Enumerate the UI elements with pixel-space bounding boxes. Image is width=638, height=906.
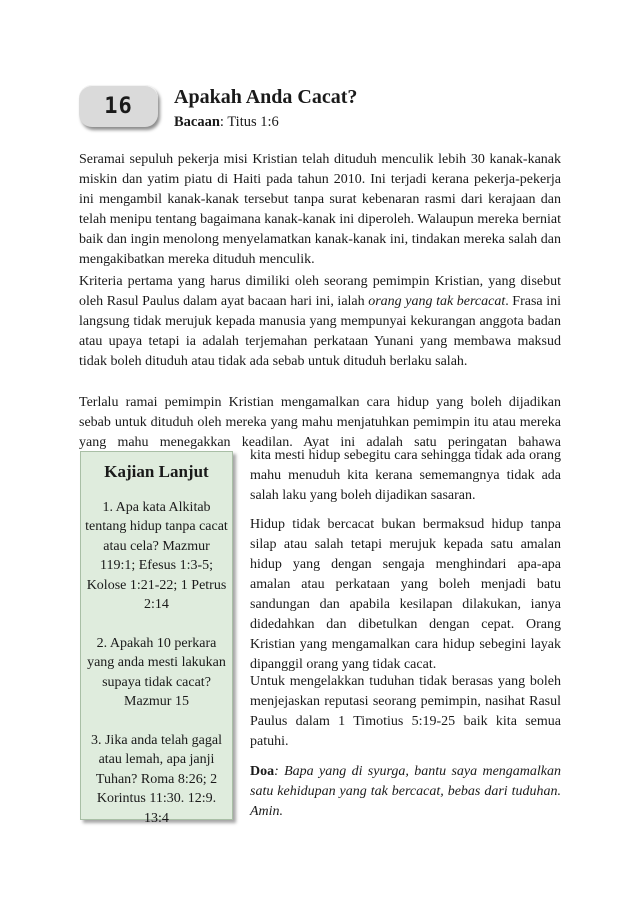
column-paragraph-1: kita mesti hidup sebegitu cara sehingga tidak ada orang mahu menuduh kita kerana sememangnya tidak ada salah laku yang boleh dijadikan sasaran.	[250, 448, 561, 503]
devotion-number-badge: 16	[79, 85, 158, 127]
prayer-text: : Bapa yang di syurga, bantu saya mengamalkan satu kehidupan yang tak bercacat, bebas dari tuduhan. Amin.	[250, 764, 561, 819]
prayer	[250, 762, 561, 822]
column-paragraph-3: Untuk mengelakkan tuduhan tidak berasas yang boleh menjejaskan reputasi seorang pemimpin, nasihat Rasul Paulus dalam 1 Timotius 5:19-25 baik kita semua patuhi.	[250, 674, 561, 749]
paragraph-intro: Seramai sepuluh pekerja misi Kristian telah dituduh menculik lebih 30 kanak-kanak miskin dan yatim piatu di Haiti pada tahun 2010. Ini terjadi kerana pekerja-pekerja ini mengambil kanak-kanak tersebut tanpa surat kebenaran rasmi dari kerajaan dan telah menipu tentang bagaimana kanak-kanak ini diperoleh. Walaupun mereka berniat baik dan ingin menolong menyelamatkan kanak-kanak ini, tindakan mereka salah dan mengakibatkan mereka dituduh menculik.	[79, 152, 561, 267]
paragraph-warning: Terlalu ramai pemimpin Kristian mengamalkan cara hidup yang boleh dijadikan sebab untuk dituduh oleh mereka yang mahu menjatuhkan pemimpin itu atau mereka yang mahu menegakkan keadilan. Ayat ini adalah satu peringatan bahawa	[79, 395, 561, 450]
further-study-box	[80, 451, 233, 826]
page-title: Apakah Anda Cacat?	[174, 86, 358, 108]
prayer-label: Doa	[250, 764, 275, 779]
reading-reference	[174, 114, 279, 131]
further-study-item: 1. Apa kata Alkitab tentang hidup tanpa cacat atau cela? Mazmur 119:1; Efesus 1:3-5; Kolose 1:21-22; 1 Petrus 2:14	[85, 499, 228, 612]
further-study-item: 2. Apakah 10 perkara yang anda mesti lakukan supaya tidak cacat? Mazmur 15	[87, 635, 226, 709]
further-study-item: 3. Jika anda telah gagal atau lemah, apa janji Tuhan? Roma 8:26; 2 Korintus 11:30. 12:9. 13:4	[90, 732, 222, 826]
paragraph-criteria	[79, 272, 561, 372]
further-study-title: Kajian Lanjut	[104, 462, 209, 481]
criteria-text-end: . Frasa ini langsung tidak merujuk kepada manusia yang mempunyai kekurangan anggota badan atau upaya tetapi ia adalah terjemahan perkataan Yunani yang membawa maksud tidak boleh dituduh atau tidak ada sebab untuk dituduh berlaku salah.	[79, 294, 561, 369]
criteria-key-phrase: orang yang tak bercacat	[368, 294, 506, 309]
column-paragraph-2: Hidup tidak bercacat bukan bermaksud hidup tanpa silap atau salah tetapi merujuk kepada satu amalan hidup yang dengan sengaja menghindari apa-apa amalan atau perkataan yang boleh menjadi batu sandungan dan apabila kesilapan dilakukan, ianya didedahkan dan dibetulkan dengan cepat. Orang Kristian yang mengamalkan cara hidup sebegini layak dipanggil orang yang tidak cacat.	[250, 517, 561, 672]
criteria-text-start: Kriteria pertama yang harus dimiliki oleh seorang pemimpin Kristian, yang disebut oleh Rasul Paulus dalam ayat bacaan hari ini, ialah	[79, 274, 561, 309]
reading-ref: : Titus 1:6	[219, 114, 279, 130]
reading-label: Bacaan	[174, 114, 220, 130]
